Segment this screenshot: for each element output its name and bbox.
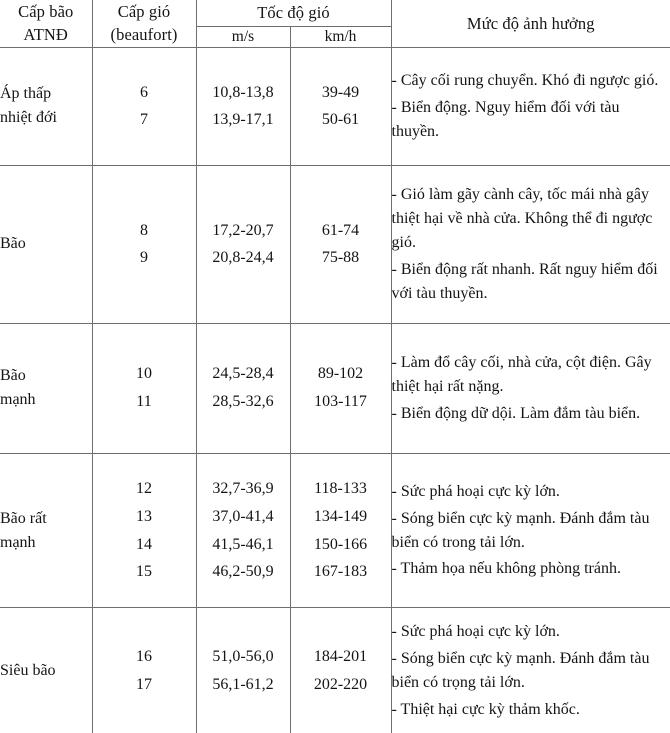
beaufort-value: 17 — [93, 671, 196, 699]
cell-category — [0, 608, 92, 733]
cell-category — [0, 47, 92, 165]
speed-kmh-value: 61-74 — [291, 217, 391, 245]
speed-ms-value: 56,1-61,2 — [197, 671, 290, 699]
category-line: Bão rất — [0, 507, 92, 531]
cell-speed-ms — [196, 323, 290, 453]
speed-ms-value: 20,8-24,4 — [197, 244, 290, 272]
effect-line: - Thảm họa nếu không phòng tránh. — [392, 557, 670, 581]
category-line: mạnh — [0, 531, 92, 555]
speed-ms-value: 32,7-36,9 — [197, 475, 290, 503]
effect-line: - Cây cối rung chuyển. Khó đi ngược gió. — [392, 69, 670, 93]
beaufort-value: 9 — [93, 244, 196, 272]
effect-line: - Sức phá hoại cực kỳ lớn. — [392, 480, 670, 504]
speed-ms-value: 10,8-13,8 — [197, 79, 290, 107]
speed-kmh-value: 50-61 — [291, 106, 391, 134]
beaufort-value: 6 — [93, 79, 196, 107]
effect-line: - Biển động. Nguy hiểm đối với tàu thuyền. — [392, 96, 670, 144]
cell-category — [0, 166, 92, 324]
category-line: mạnh — [0, 388, 92, 412]
cell-effect — [391, 166, 670, 324]
category-line: Siêu bão — [0, 659, 92, 683]
cell-beaufort — [92, 47, 196, 165]
table-row — [0, 166, 670, 324]
effect-line: - Làm đổ cây cối, nhà cửa, cột điện. Gây thiệt hại rất nặng. — [392, 351, 670, 399]
cell-speed-kmh — [290, 47, 391, 165]
cell-effect — [391, 453, 670, 608]
header-wind-level — [92, 0, 196, 47]
speed-kmh-value: 202-220 — [291, 671, 391, 699]
effect-line: - Biển động dữ dội. Làm đắm tàu biển. — [392, 402, 670, 426]
header-wind-level-line1: Cấp gió — [93, 0, 196, 23]
beaufort-value: 7 — [93, 106, 196, 134]
speed-ms-value: 46,2-50,9 — [197, 558, 290, 586]
speed-kmh-value: 39-49 — [291, 79, 391, 107]
effect-line: - Biển động rất nhanh. Rất nguy hiểm đối với tàu thuyền. — [392, 258, 670, 306]
speed-kmh-value: 118-133 — [291, 475, 391, 503]
cell-category — [0, 323, 92, 453]
category-line: Áp thấp — [0, 82, 92, 106]
speed-kmh-value: 134-149 — [291, 503, 391, 531]
cell-speed-ms — [196, 47, 290, 165]
cell-effect — [391, 47, 670, 165]
cell-speed-ms — [196, 166, 290, 324]
speed-ms-value: 41,5-46,1 — [197, 531, 290, 559]
category-line: Bão — [0, 364, 92, 388]
cell-category — [0, 453, 92, 608]
speed-ms-value: 17,2-20,7 — [197, 217, 290, 245]
beaufort-value: 15 — [93, 558, 196, 586]
header-unit-ms: m/s — [196, 26, 290, 47]
category-line: nhiệt đới — [0, 106, 92, 130]
cell-speed-kmh — [290, 453, 391, 608]
effect-line: - Thiệt hại cực kỳ thảm khốc. — [392, 698, 670, 722]
table-header — [0, 0, 670, 47]
speed-kmh-value: 89-102 — [291, 360, 391, 388]
header-storm-level — [0, 0, 92, 47]
beaufort-value: 13 — [93, 503, 196, 531]
cell-beaufort — [92, 166, 196, 324]
speed-kmh-value: 103-117 — [291, 388, 391, 416]
beaufort-value: 16 — [93, 643, 196, 671]
beaufort-value: 8 — [93, 217, 196, 245]
speed-kmh-value: 150-166 — [291, 531, 391, 559]
cell-speed-kmh — [290, 166, 391, 324]
cell-speed-ms — [196, 608, 290, 733]
cell-speed-ms — [196, 453, 290, 608]
table-row — [0, 47, 670, 165]
effect-line: - Gió làm gãy cành cây, tốc mái nhà gây thiệt hại về nhà cửa. Không thể đi ngược gió. — [392, 183, 670, 255]
category-line: Bão — [0, 232, 92, 256]
speed-kmh-value: 184-201 — [291, 643, 391, 671]
header-unit-kmh: km/h — [290, 26, 391, 47]
effect-line: - Sóng biển cực kỳ mạnh. Đánh đắm tàu biển có trọng tải lớn. — [392, 647, 670, 695]
header-effect-level: Mức độ ảnh hưởng — [391, 0, 670, 47]
cell-beaufort — [92, 608, 196, 733]
speed-ms-value: 37,0-41,4 — [197, 503, 290, 531]
cell-beaufort — [92, 453, 196, 608]
header-storm-level-line1: Cấp bão — [0, 0, 92, 23]
header-wind-speed: Tốc độ gió — [196, 0, 391, 26]
table-body — [0, 47, 670, 733]
beaufort-value: 11 — [93, 388, 196, 416]
header-wind-level-line2: (beaufort) — [93, 23, 196, 46]
speed-ms-value: 28,5-32,6 — [197, 388, 290, 416]
speed-ms-value: 24,5-28,4 — [197, 360, 290, 388]
cell-speed-kmh — [290, 608, 391, 733]
table-row — [0, 323, 670, 453]
speed-ms-value: 51,0-56,0 — [197, 643, 290, 671]
cell-effect — [391, 608, 670, 733]
effect-line: - Sóng biển cực kỳ mạnh. Đánh đắm tàu biển có trong tải lớn. — [392, 507, 670, 555]
speed-ms-value: 13,9-17,1 — [197, 106, 290, 134]
cell-beaufort — [92, 323, 196, 453]
cell-effect — [391, 323, 670, 453]
cell-speed-kmh — [290, 323, 391, 453]
speed-kmh-value: 167-183 — [291, 558, 391, 586]
table-row — [0, 453, 670, 608]
header-storm-level-line2: ATNĐ — [0, 23, 92, 46]
table-row — [0, 608, 670, 733]
beaufort-value: 12 — [93, 475, 196, 503]
effect-line: - Sức phá hoại cực kỳ lớn. — [392, 620, 670, 644]
beaufort-value: 14 — [93, 531, 196, 559]
speed-kmh-value: 75-88 — [291, 244, 391, 272]
beaufort-value: 10 — [93, 360, 196, 388]
